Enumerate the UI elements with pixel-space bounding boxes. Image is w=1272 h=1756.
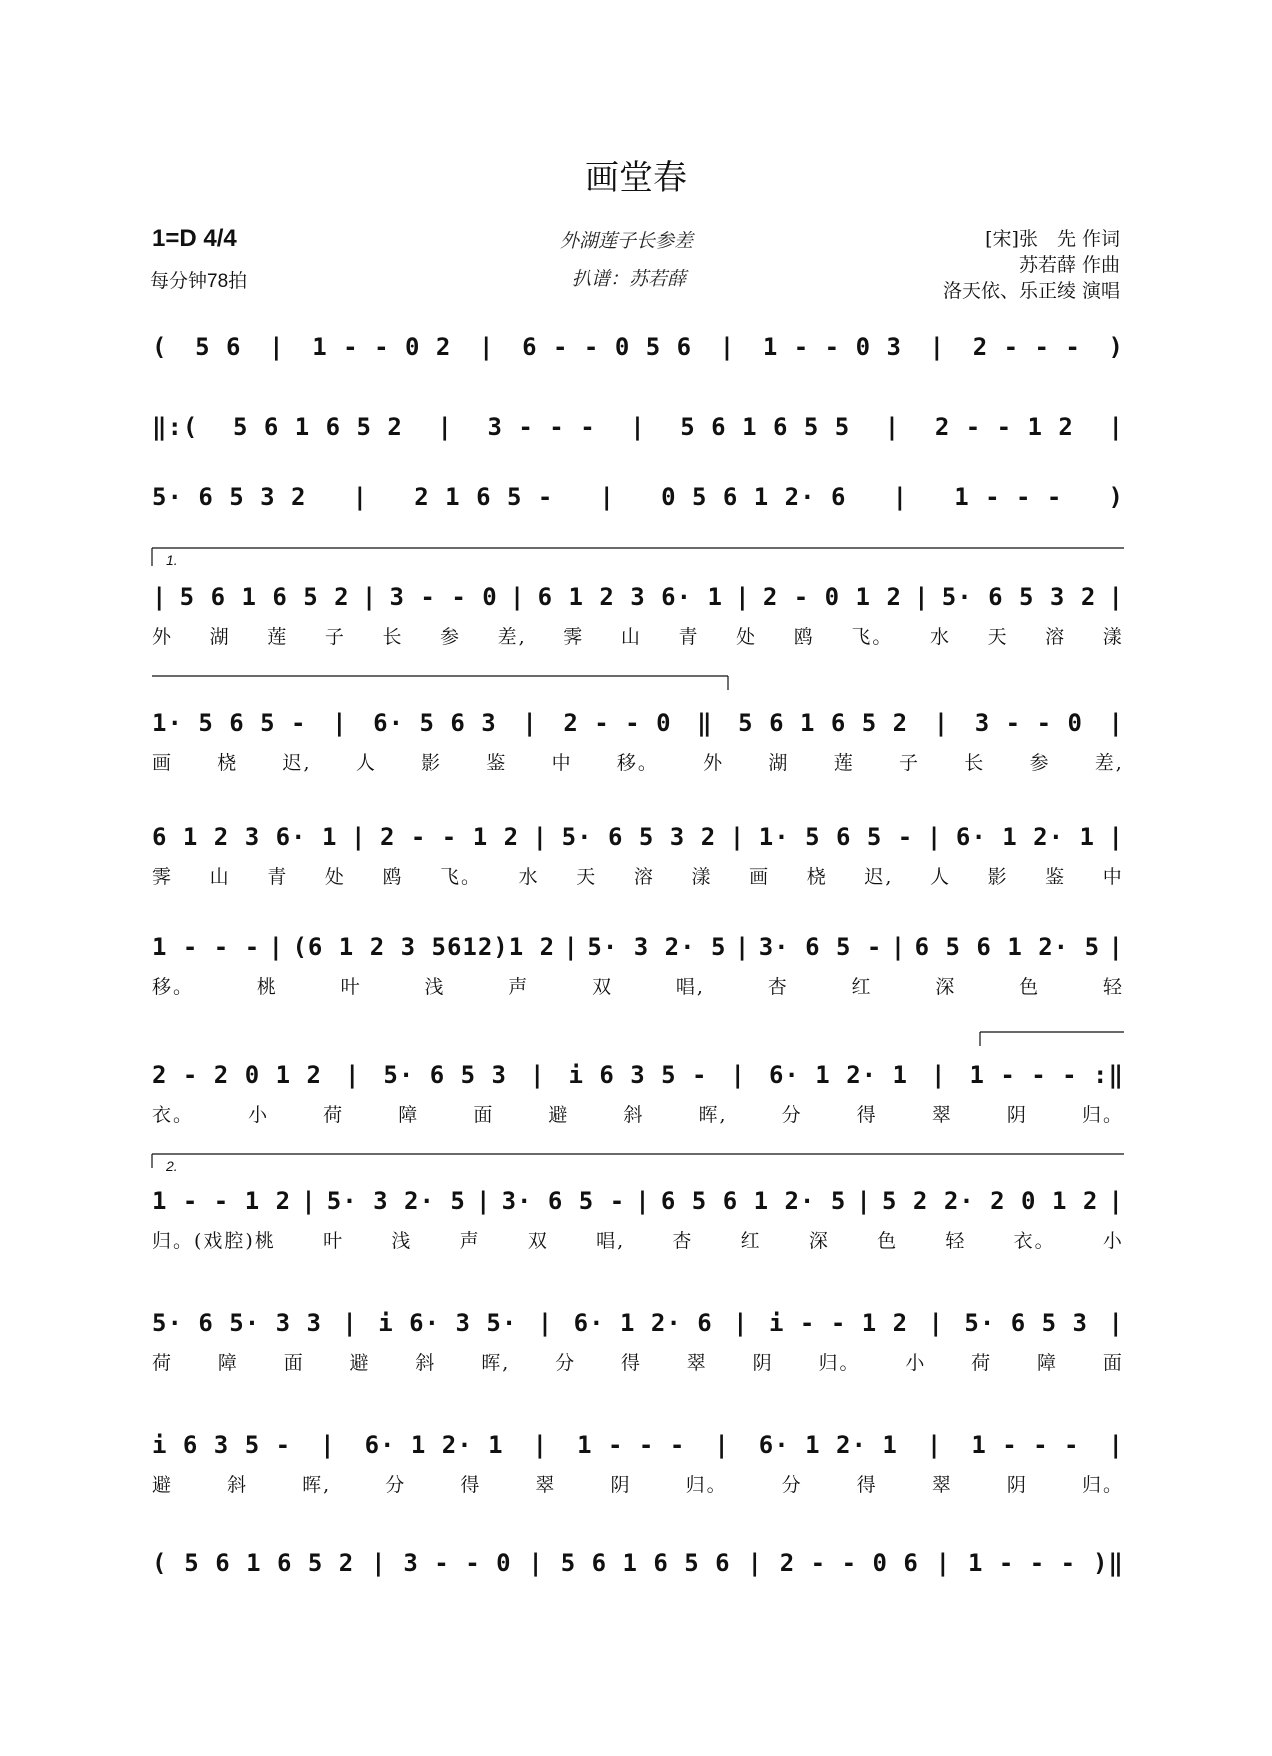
barline: |: [884, 413, 901, 441]
lyric-syllable: 青: [267, 866, 289, 888]
lyric-syllable: 处: [736, 626, 758, 648]
lyric-syllable: 水: [929, 626, 951, 648]
lyric-syllable: 阴: [752, 1352, 774, 1374]
lyric-syllable: 归。: [1081, 1104, 1124, 1126]
lyric-syllable: 面: [283, 1352, 305, 1374]
lyric-syllable: 漾: [691, 866, 713, 888]
lyric-syllable: 分: [555, 1352, 577, 1374]
lyric-syllable: 避: [152, 1474, 174, 1496]
lyric-syllable: 水: [518, 866, 540, 888]
measure-notes: 5· 6 5 3 2: [561, 823, 717, 851]
lyric-syllable: 晖,: [481, 1352, 511, 1374]
measure-notes: 1 - - 0 2: [312, 333, 452, 361]
measure-notes: 5· 6 5 3: [964, 1309, 1088, 1337]
lyric-syllable: 红: [851, 976, 873, 998]
measure-notes: ): [1108, 483, 1124, 511]
lyric-syllable: 轻: [945, 1230, 967, 1252]
lyric-syllable: 声: [508, 976, 530, 998]
barline: |: [892, 483, 909, 511]
measure-notes: 5 6: [195, 333, 242, 361]
measure-notes: 2 - - 1 2: [380, 823, 520, 851]
lyric-syllable: 天: [987, 626, 1009, 648]
lyric-syllable: 叶: [340, 976, 362, 998]
barline: |: [735, 583, 751, 611]
volta-label-2: 2.: [166, 1158, 178, 1174]
measure-notes: i 6· 3 5·: [378, 1309, 518, 1337]
barline: |: [344, 1061, 361, 1089]
barline: )‖: [1092, 1549, 1124, 1577]
measure-notes: 2 - 2 0 1 2: [152, 1061, 322, 1089]
barline: |: [630, 413, 646, 441]
singer-credit: 洛天依、乐正绫 演唱: [942, 280, 1120, 302]
barline: |: [914, 583, 930, 611]
lyric-syllable: 鸥: [382, 866, 404, 888]
measure-notes: 1 - - -: [967, 1549, 1077, 1577]
barline: |: [332, 709, 348, 737]
lyric-syllable: 得: [856, 1104, 878, 1126]
measure-notes: (6 1 2 3 5612)1 2: [292, 933, 556, 961]
lyric-syllable: 避: [349, 1352, 371, 1374]
barline: |: [152, 583, 168, 611]
lyric-syllable: 衣。: [152, 1104, 195, 1126]
barline: |: [730, 1061, 746, 1089]
lyric-syllable: 深: [808, 1230, 830, 1252]
lyric-syllable: 翠: [535, 1474, 557, 1496]
lyric-syllable: 桡: [806, 866, 828, 888]
lyric-syllable: 杏: [767, 976, 789, 998]
lyric-syllable: 杏: [672, 1230, 694, 1252]
barline: |: [926, 1431, 943, 1459]
measure-notes: 3 - - 0: [403, 1549, 512, 1577]
lyric-syllable: 鉴: [486, 752, 508, 774]
barline: |: [352, 483, 369, 511]
measure-notes: 5 6 1 6 5 2: [184, 1549, 355, 1577]
lyricist-credit: [宋]张 先 作词: [985, 228, 1120, 250]
barline: ‖: [697, 709, 713, 737]
measure-notes: 5· 6 5 3 2: [152, 483, 307, 511]
lyric-syllable: 斜: [415, 1352, 437, 1374]
measure-notes: 2 - - -: [972, 333, 1081, 361]
lyric-syllable: 霁: [152, 866, 174, 888]
score-title: 画堂春: [585, 158, 687, 198]
measure-notes: 1 - - -: [971, 1431, 1080, 1459]
lyric-syllable: 荷: [971, 1352, 993, 1374]
lyric-syllable: 青: [678, 626, 700, 648]
barline: |: [729, 823, 746, 851]
lyric-syllable: 荷: [152, 1352, 174, 1374]
measure-notes: 2 1 6 5 -: [414, 483, 554, 511]
lyric-syllable: 阴: [610, 1474, 632, 1496]
measure-notes: 1 - - -: [954, 483, 1063, 511]
lyric-syllable: 子: [324, 626, 346, 648]
lyric-syllable: 子: [898, 752, 920, 774]
lyric-syllable: 长: [964, 752, 986, 774]
lyric-syllable: 翠: [931, 1474, 953, 1496]
barline: |: [1108, 1431, 1124, 1459]
lyric-syllable: 荷: [323, 1104, 345, 1126]
measure-notes: 5· 6 5· 3 3: [152, 1309, 322, 1337]
lyric-syllable: 迟,: [864, 866, 894, 888]
barline: |: [532, 823, 549, 851]
measure-notes: 1 - - 0 3: [762, 333, 902, 361]
lyric-syllable: 飞。: [851, 626, 894, 648]
lyric-syllable: 天: [576, 866, 598, 888]
lyric-syllable: 阴: [1006, 1474, 1028, 1496]
barline: |: [371, 1549, 387, 1577]
lyric-syllable: 归。: [685, 1474, 728, 1496]
barline: |: [1108, 709, 1124, 737]
lyric-syllable: 山: [209, 866, 231, 888]
lyric-syllable: 移。: [616, 752, 659, 774]
measure-notes: 5 6 1 6 5 2: [179, 583, 350, 611]
lyric-syllable: 处: [324, 866, 346, 888]
lyric-syllable: 霁: [563, 626, 585, 648]
measure-notes: 5 6 1 6 5 5: [680, 413, 851, 441]
measure-notes: ): [1108, 333, 1124, 361]
lyric-syllable: 画: [749, 866, 771, 888]
lyric-syllable: 湖: [768, 752, 790, 774]
measure-notes: i - - 1 2: [769, 1309, 909, 1337]
barline: ‖:(: [152, 413, 199, 441]
barline: |: [890, 933, 907, 961]
barline: |: [1108, 823, 1124, 851]
barline: |: [719, 333, 736, 361]
composer-credit: 苏若薛 作曲: [1018, 254, 1120, 276]
measure-notes: (: [152, 333, 168, 361]
lyric-syllable: 中: [551, 752, 573, 774]
barline: |: [856, 1187, 872, 1215]
barline: |: [320, 1431, 336, 1459]
lyric-syllable: 分: [781, 1474, 803, 1496]
barline: |: [437, 413, 453, 441]
lyric-syllable: 声: [459, 1230, 481, 1252]
subtitle: 外湖莲子长参差: [560, 230, 694, 252]
lyric-syllable: 叶: [323, 1230, 345, 1252]
barline: |: [1108, 1187, 1124, 1215]
barline: |: [1108, 413, 1124, 441]
lyric-syllable: 分: [781, 1104, 803, 1126]
lyric-syllable: 归。: [818, 1352, 861, 1374]
lyric-syllable: 归。(戏腔)桃: [152, 1230, 276, 1252]
measure-notes: 6· 1 2· 1: [364, 1431, 504, 1459]
lyric-syllable: 浅: [424, 976, 446, 998]
lyric-syllable: 影: [421, 752, 443, 774]
lyric-syllable: 小: [248, 1104, 270, 1126]
measure-notes: 6 1 2 3 6· 1: [537, 583, 723, 611]
lyric-syllable: 红: [740, 1230, 762, 1252]
key-signature: 1=D 4/4: [152, 225, 237, 252]
barline: |: [479, 333, 495, 361]
measure-notes: 0 5 6 1 2· 6: [661, 483, 847, 511]
measure-notes: 6· 1 2· 1: [758, 1431, 898, 1459]
lyric-syllable: 长: [382, 626, 404, 648]
barline: |: [931, 1061, 947, 1089]
lyric-syllable: 浅: [391, 1230, 413, 1252]
lyric-syllable: 得: [856, 1474, 878, 1496]
measure-notes: 1 - - -: [152, 933, 261, 961]
measure-notes: 6 - - 0 5 6: [522, 333, 693, 361]
barline: |: [747, 1549, 763, 1577]
measure-notes: 6· 1 2· 6: [573, 1309, 713, 1337]
barline: |: [1108, 1309, 1124, 1337]
lyric-syllable: 鸥: [793, 626, 815, 648]
lyric-syllable: 衣。: [1013, 1230, 1056, 1252]
measure-notes: 1· 5 6 5 -: [758, 823, 914, 851]
lyric-syllable: 翠: [686, 1352, 708, 1374]
lyric-syllable: 得: [620, 1352, 642, 1374]
volta-label-1: 1.: [166, 552, 178, 568]
lyric-syllable: 晖,: [698, 1104, 728, 1126]
lyric-syllable: 归。: [1081, 1474, 1124, 1496]
lyric-syllable: 外: [703, 752, 725, 774]
measure-notes: 1 - - 1 2: [152, 1187, 292, 1215]
lyric-syllable: 桃: [256, 976, 278, 998]
lyric-syllable: 影: [987, 866, 1009, 888]
lyric-syllable: 面: [1102, 1352, 1124, 1374]
lyric-syllable: 差,: [1094, 752, 1124, 774]
lyric-syllable: 人: [929, 866, 951, 888]
lyric-syllable: 漾: [1102, 626, 1124, 648]
lyric-syllable: 小: [1102, 1230, 1124, 1252]
measure-notes: 5· 3 2· 5: [587, 933, 727, 961]
lyric-syllable: 溶: [633, 866, 655, 888]
barline: |: [635, 1187, 651, 1215]
barline: |: [350, 823, 367, 851]
lyric-syllable: 翠: [931, 1104, 953, 1126]
measure-notes: 1· 5 6 5 -: [152, 709, 307, 737]
barline: |: [929, 333, 946, 361]
transcriber: 扒谱：苏若薛: [572, 268, 687, 290]
lyric-syllable: 双: [592, 976, 614, 998]
barline: |: [599, 483, 615, 511]
barline: |: [1108, 583, 1124, 611]
lyric-syllable: 迟,: [282, 752, 312, 774]
lyric-syllable: 障: [398, 1104, 420, 1126]
barline: 1 - - - :‖: [969, 1061, 1124, 1089]
barline: |: [537, 1309, 554, 1337]
barline: |: [269, 333, 285, 361]
lyric-syllable: 飞。: [440, 866, 483, 888]
barline: |: [509, 583, 526, 611]
lyric-syllable: 障: [217, 1352, 239, 1374]
lyric-syllable: 莲: [833, 752, 855, 774]
lyric-syllable: 双: [527, 1230, 549, 1252]
lyric-syllable: 参: [1029, 752, 1051, 774]
barline: |: [734, 933, 751, 961]
measure-notes: 5 6 1 6 5 2: [738, 709, 909, 737]
lyric-syllable: 障: [1037, 1352, 1059, 1374]
lyric-syllable: 外: [152, 626, 174, 648]
barline: |: [301, 1187, 317, 1215]
measure-notes: 5 6 1 6 5 2: [232, 413, 403, 441]
measure-notes: 2 - - 0 6: [779, 1549, 919, 1577]
barline: |: [532, 1431, 549, 1459]
barline: |: [475, 1187, 492, 1215]
barline: |: [733, 1309, 749, 1337]
measure-notes: 6 1 2 3 6· 1: [152, 823, 338, 851]
barline: |: [530, 1061, 546, 1089]
lyric-syllable: 避: [548, 1104, 570, 1126]
measure-notes: (: [152, 1549, 168, 1577]
measure-notes: 5 6 1 6 5 6: [560, 1549, 731, 1577]
lyric-syllable: 参: [440, 626, 462, 648]
barline: |: [935, 1549, 952, 1577]
lyric-syllable: 画: [152, 752, 174, 774]
measure-notes: 5· 6 5 3 2: [941, 583, 1097, 611]
barline: |: [563, 933, 579, 961]
lyric-syllable: 晖,: [302, 1474, 332, 1496]
measure-notes: 3 - - 0: [389, 583, 498, 611]
measure-notes: 1 - - -: [577, 1431, 686, 1459]
measure-notes: 5 2 2· 2 0 1 2: [882, 1187, 1099, 1215]
lyric-syllable: 唱,: [675, 976, 705, 998]
measure-notes: 6 5 6 1 2· 5: [914, 933, 1101, 961]
lyric-syllable: 唱,: [596, 1230, 626, 1252]
barline: |: [714, 1431, 730, 1459]
barline: |: [522, 709, 538, 737]
measure-notes: i 6 3 5 -: [152, 1431, 292, 1459]
barline: |: [361, 583, 378, 611]
lyric-syllable: 色: [1019, 976, 1041, 998]
lyric-syllable: 移。: [152, 976, 195, 998]
lyric-syllable: 得: [460, 1474, 482, 1496]
barline: |: [1108, 933, 1124, 961]
barline: |: [342, 1309, 358, 1337]
lyric-syllable: 面: [473, 1104, 495, 1126]
measure-notes: 3· 6 5 -: [501, 1187, 626, 1215]
measure-notes: i 6 3 5 -: [568, 1061, 708, 1089]
lyric-syllable: 斜: [623, 1104, 645, 1126]
lyric-syllable: 差,: [497, 626, 527, 648]
lyric-syllable: 轻: [1102, 976, 1124, 998]
measure-notes: 3 - - -: [487, 413, 596, 441]
lyric-syllable: 鉴: [1045, 866, 1067, 888]
tempo-marking: 每分钟78拍: [150, 271, 248, 292]
lyric-syllable: 色: [877, 1230, 899, 1252]
measure-notes: 3· 6 5 -: [758, 933, 883, 961]
measure-notes: 6· 1 2· 1: [768, 1061, 908, 1089]
lyric-syllable: 湖: [209, 626, 231, 648]
barline: |: [928, 1309, 944, 1337]
barline: |: [268, 933, 285, 961]
lyric-syllable: 人: [355, 752, 377, 774]
lyric-syllable: 阴: [1006, 1104, 1028, 1126]
lyric-syllable: 分: [385, 1474, 407, 1496]
barline: |: [926, 823, 943, 851]
lyric-syllable: 小: [905, 1352, 927, 1374]
measure-notes: 2 - 0 1 2: [762, 583, 902, 611]
measure-notes: 5· 6 5 3: [383, 1061, 507, 1089]
measure-notes: 6· 5 6 3: [373, 709, 497, 737]
lyric-syllable: 桡: [217, 752, 239, 774]
lyric-syllable: 山: [620, 626, 642, 648]
lyric-syllable: 溶: [1045, 626, 1067, 648]
lyric-syllable: 斜: [227, 1474, 249, 1496]
lyric-syllable: 莲: [267, 626, 289, 648]
measure-notes: 3 - - 0: [974, 709, 1083, 737]
barline: |: [933, 709, 950, 737]
measure-notes: 6 5 6 1 2· 5: [660, 1187, 847, 1215]
measure-notes: 2 - - 1 2: [934, 413, 1074, 441]
lyric-syllable: 深: [935, 976, 957, 998]
lyric-syllable: 中: [1102, 866, 1124, 888]
measure-notes: 6· 1 2· 1: [955, 823, 1095, 851]
measure-notes: 2 - - 0: [563, 709, 672, 737]
measure-notes: 5· 3 2· 5: [326, 1187, 466, 1215]
barline: |: [528, 1549, 544, 1577]
